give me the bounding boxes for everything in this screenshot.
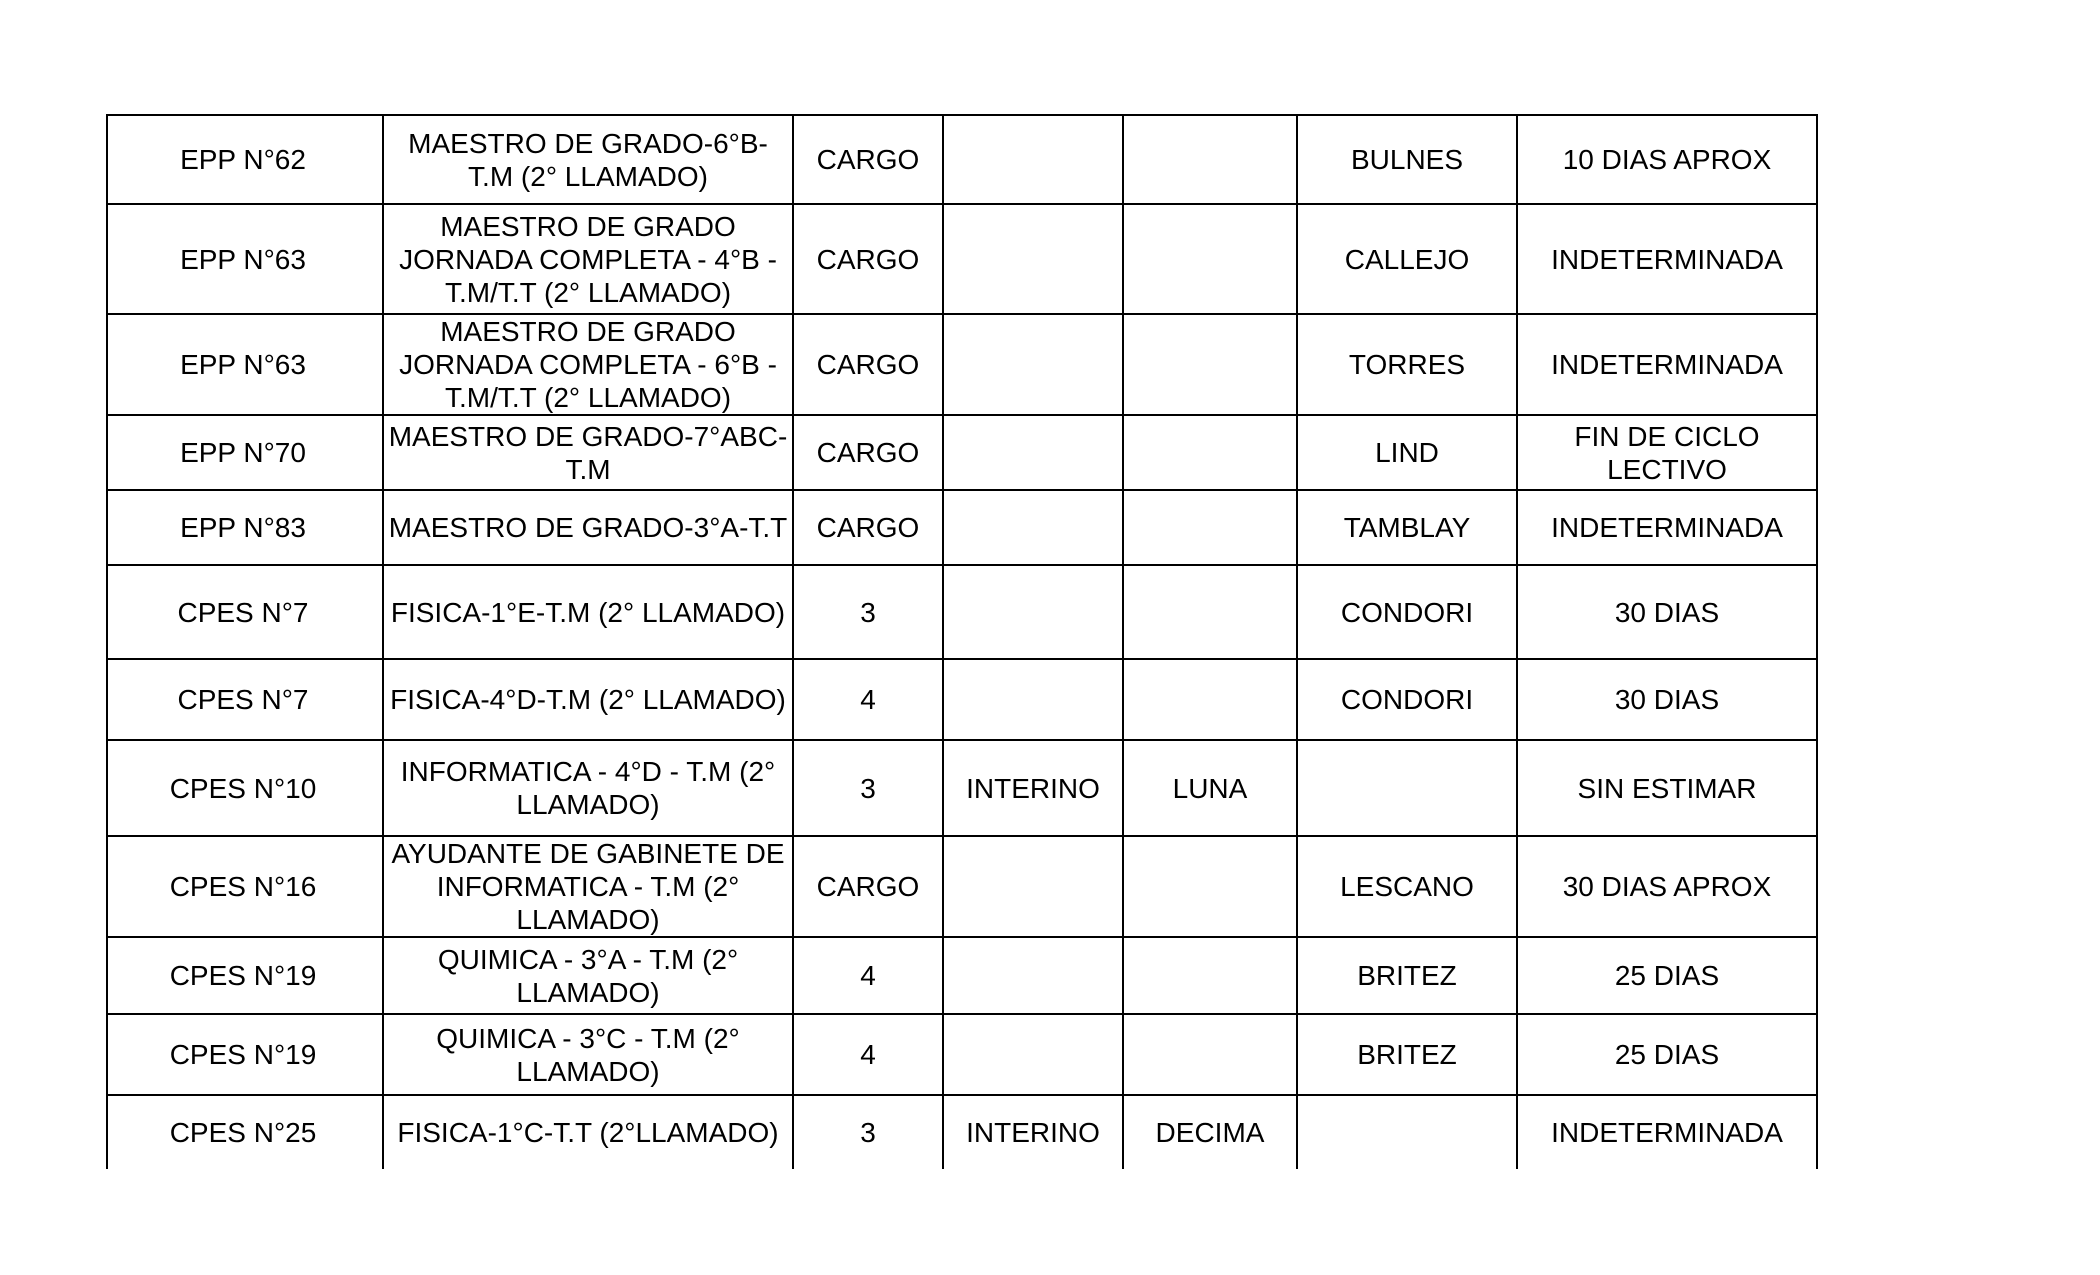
position-cell: FISICA-4°D-T.M (2° LLAMADO)	[383, 659, 793, 740]
table-row	[107, 836, 1817, 937]
position-cell: AYUDANTE DE GABINETE DE INFORMATICA - T.M (2° LLAMADO)	[383, 836, 793, 937]
school-cell: EPP N°63	[107, 314, 383, 415]
position-cell: FISICA-1°E-T.M (2° LLAMADO)	[383, 565, 793, 659]
school-cell: CPES N°10	[107, 740, 383, 836]
holder-cell	[1123, 1014, 1297, 1095]
table-row	[107, 490, 1817, 565]
duration-cell: INDETERMINADA	[1517, 314, 1817, 415]
school-cell: CPES N°25	[107, 1095, 383, 1169]
position-cell: MAESTRO DE GRADO JORNADA COMPLETA - 4°B - T.M/T.T (2° LLAMADO)	[383, 204, 793, 314]
hours-cell: CARGO	[793, 204, 943, 314]
duration-cell: 25 DIAS	[1517, 937, 1817, 1014]
duration-cell: 25 DIAS	[1517, 1014, 1817, 1095]
vacancies-table	[106, 114, 1818, 1169]
holder-cell	[1123, 836, 1297, 937]
hours-cell: 4	[793, 659, 943, 740]
hours-cell: 3	[793, 1095, 943, 1169]
replaced-cell: BRITEZ	[1297, 1014, 1517, 1095]
hours-cell: 3	[793, 740, 943, 836]
position-cell: MAESTRO DE GRADO-7°ABC-T.M	[383, 415, 793, 490]
hours-cell: CARGO	[793, 836, 943, 937]
replaced-cell: TAMBLAY	[1297, 490, 1517, 565]
duration-cell: INDETERMINADA	[1517, 204, 1817, 314]
duration-cell: FIN DE CICLO LECTIVO	[1517, 415, 1817, 490]
position-cell: QUIMICA - 3°A - T.M (2° LLAMADO)	[383, 937, 793, 1014]
table-row	[107, 415, 1817, 490]
status-cell	[943, 836, 1123, 937]
table-row	[107, 937, 1817, 1014]
replaced-cell: LESCANO	[1297, 836, 1517, 937]
duration-cell: SIN ESTIMAR	[1517, 740, 1817, 836]
holder-cell: LUNA	[1123, 740, 1297, 836]
status-cell: INTERINO	[943, 740, 1123, 836]
holder-cell	[1123, 204, 1297, 314]
hours-cell: CARGO	[793, 490, 943, 565]
duration-cell: 30 DIAS APROX	[1517, 836, 1817, 937]
school-cell: CPES N°16	[107, 836, 383, 937]
school-cell: CPES N°7	[107, 659, 383, 740]
status-cell: INTERINO	[943, 1095, 1123, 1169]
status-cell	[943, 937, 1123, 1014]
status-cell	[943, 115, 1123, 204]
school-cell: EPP N°63	[107, 204, 383, 314]
holder-cell	[1123, 937, 1297, 1014]
table-row	[107, 1014, 1817, 1095]
position-cell: QUIMICA - 3°C - T.M (2° LLAMADO)	[383, 1014, 793, 1095]
holder-cell	[1123, 115, 1297, 204]
duration-cell: 30 DIAS	[1517, 659, 1817, 740]
table-row	[107, 659, 1817, 740]
replaced-cell: BULNES	[1297, 115, 1517, 204]
replaced-cell: TORRES	[1297, 314, 1517, 415]
table-row	[107, 740, 1817, 836]
hours-cell: CARGO	[793, 415, 943, 490]
school-cell: CPES N°19	[107, 1014, 383, 1095]
table-row	[107, 565, 1817, 659]
holder-cell: DECIMA	[1123, 1095, 1297, 1169]
position-cell: INFORMATICA - 4°D - T.M (2° LLAMADO)	[383, 740, 793, 836]
status-cell	[943, 565, 1123, 659]
hours-cell: 3	[793, 565, 943, 659]
duration-cell: 30 DIAS	[1517, 565, 1817, 659]
position-cell: MAESTRO DE GRADO-6°B-T.M (2° LLAMADO)	[383, 115, 793, 204]
status-cell	[943, 415, 1123, 490]
holder-cell	[1123, 415, 1297, 490]
holder-cell	[1123, 659, 1297, 740]
hours-cell: CARGO	[793, 314, 943, 415]
status-cell	[943, 204, 1123, 314]
hours-cell: 4	[793, 937, 943, 1014]
vacancies-table-body	[107, 115, 1817, 1169]
school-cell: CPES N°19	[107, 937, 383, 1014]
status-cell	[943, 1014, 1123, 1095]
replaced-cell	[1297, 740, 1517, 836]
replaced-cell: CONDORI	[1297, 659, 1517, 740]
status-cell	[943, 490, 1123, 565]
holder-cell	[1123, 565, 1297, 659]
position-cell: MAESTRO DE GRADO-3°A-T.T	[383, 490, 793, 565]
school-cell: EPP N°70	[107, 415, 383, 490]
school-cell: CPES N°7	[107, 565, 383, 659]
replaced-cell: LIND	[1297, 415, 1517, 490]
replaced-cell: CONDORI	[1297, 565, 1517, 659]
status-cell	[943, 659, 1123, 740]
table-row	[107, 115, 1817, 204]
position-cell: FISICA-1°C-T.T (2°LLAMADO)	[383, 1095, 793, 1169]
replaced-cell	[1297, 1095, 1517, 1169]
table-row	[107, 1095, 1817, 1169]
school-cell: EPP N°83	[107, 490, 383, 565]
hours-cell: 4	[793, 1014, 943, 1095]
status-cell	[943, 314, 1123, 415]
school-cell: EPP N°62	[107, 115, 383, 204]
table-row	[107, 314, 1817, 415]
duration-cell: INDETERMINADA	[1517, 490, 1817, 565]
holder-cell	[1123, 314, 1297, 415]
duration-cell: INDETERMINADA	[1517, 1095, 1817, 1169]
table-row	[107, 204, 1817, 314]
hours-cell: CARGO	[793, 115, 943, 204]
holder-cell	[1123, 490, 1297, 565]
replaced-cell: BRITEZ	[1297, 937, 1517, 1014]
duration-cell: 10 DIAS APROX	[1517, 115, 1817, 204]
replaced-cell: CALLEJO	[1297, 204, 1517, 314]
position-cell: MAESTRO DE GRADO JORNADA COMPLETA - 6°B - T.M/T.T (2° LLAMADO)	[383, 314, 793, 415]
